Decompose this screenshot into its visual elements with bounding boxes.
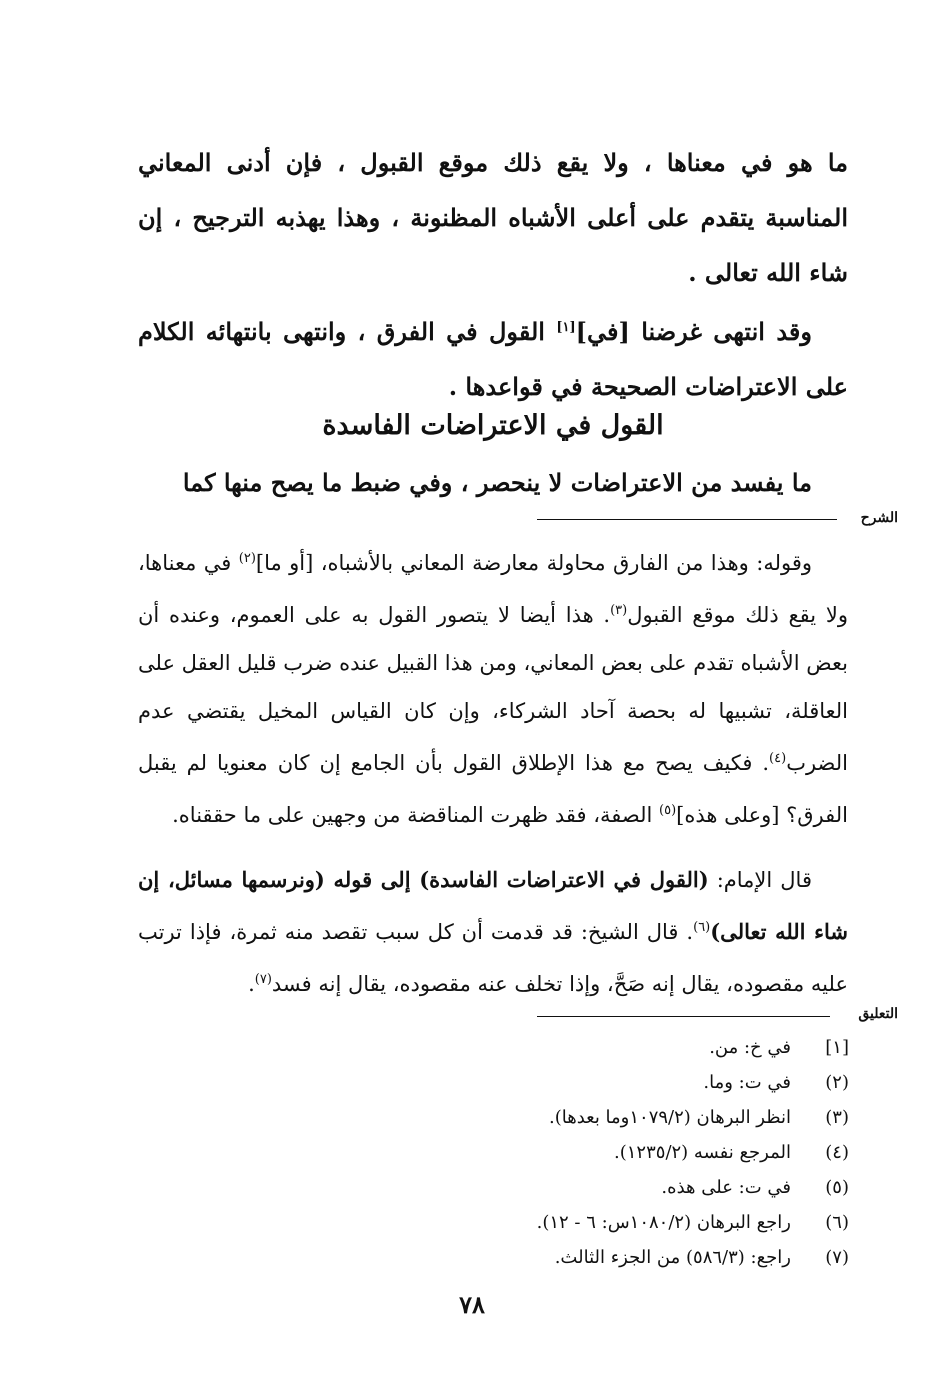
commentary-1-part-b: في معناها، ولا يقع ذلك موقع القبول — [138, 551, 848, 627]
footnote-number: (٢) — [825, 1072, 849, 1093]
commentary-2-part-b: . قال الشيخ: قد قدمت أن كل سبب تقصد منه ثمرة، فإذا ترتب عليه مقصوده، يقال إنه صَحَّ، وإذا تخلف عنه مقصوده، يقال إنه فسد — [138, 920, 848, 996]
footnote-text: في ت: وما. — [703, 1072, 791, 1093]
commentary-paragraph-2 — [138, 856, 848, 1008]
commentary-1-part-e: الصفة، فقد ظهرت المناقضة من وجهين على ما حققناه. — [172, 803, 659, 827]
commentary-label: الشرح — [860, 510, 898, 526]
footnotes-list — [289, 1030, 849, 1275]
main-text-paragraph-1-text: ما هو في معناها ، ولا يقع ذلك موقع القبول ، فإن أدنى المعاني المناسبة يتقدم على أعلى الأشباه المظنونة ، وهذا يهذبه الترجيح ، إن شاء الله تعالى . — [138, 148, 848, 287]
notes-divider — [537, 1016, 830, 1017]
footnote-number: (٧) — [825, 1247, 849, 1268]
commentary-1-part-c: . هذا أيضا لا يتصور القول به على العموم، وعنده أن بعض الأشباه تقدم على بعض المعاني، ومن هذا القبيل عنده ضرب قليل العقل على العاقلة، تشبيها له بحصة آحاد الشركاء، وإن كان القياس المخيل يقتضي عدم الضرب — [138, 603, 848, 775]
footnote-text: المرجع نفسه (١٢٣٥/٢). — [614, 1142, 791, 1163]
footnote-item — [289, 1065, 849, 1100]
footnote-ref-4: (٤) — [769, 751, 787, 766]
notes-label: التعليق — [858, 1006, 898, 1022]
footnote-number: (٣) — [825, 1107, 849, 1128]
commentary-divider — [537, 519, 837, 520]
footnote-number: (٤) — [825, 1142, 849, 1163]
main-text-paragraph-1 — [138, 135, 848, 300]
commentary-1-part-a: وقوله: وهذا من الفارق محاولة معارضة المعاني بالأشباه، [أو ما] — [255, 551, 812, 575]
commentary-paragraph-1 — [138, 535, 848, 839]
footnote-ref-5: (٥) — [659, 803, 677, 818]
footnote-text: راجع: (٥٨٦/٣) من الجزء الثالث. — [554, 1247, 791, 1268]
footnote-item — [289, 1100, 849, 1135]
footnote-ref-1: [١] — [556, 320, 576, 335]
footnote-text: في خ: من. — [709, 1037, 791, 1058]
footnote-item — [289, 1170, 849, 1205]
section-heading: القول في الاعتراضات الفاسدة — [322, 410, 664, 441]
footnote-number: (٦) — [825, 1212, 849, 1233]
footnote-ref-7: (٧) — [254, 972, 272, 987]
commentary-2-part-c: . — [248, 972, 255, 996]
footnote-ref-2: (٢) — [238, 551, 256, 566]
main-text-line-text: ما يفسد من الاعتراضات لا ينحصر ، وفي ضبط ما يصح منها كما — [182, 468, 812, 497]
footnote-number: (٥) — [825, 1177, 849, 1198]
main-text-paragraph-2-part-b: القول في الفرق ، وانتهى بانتهائه الكلام على الاعتراضات الصحيحة في قواعدها . — [138, 317, 848, 401]
main-text-paragraph-2 — [138, 300, 848, 414]
commentary-2-part-a: قال الإمام: — [708, 868, 812, 892]
footnote-text: انظر البرهان (١٠٧٩/٢وما بعدها). — [548, 1107, 791, 1128]
footnote-item — [289, 1205, 849, 1240]
footnote-item — [289, 1240, 849, 1275]
footnote-ref-3: (٣) — [610, 603, 628, 618]
commentary-2-quote: (القول في الاعتراضات الفاسدة) إلى قوله (ونرسمها مسائل، إن شاء الله تعالى) — [138, 867, 848, 944]
commentary-1-part-d: . فكيف يصح مع هذا الإطلاق القول بأن الجامع إن كان معنويا لم يقبل الفرق؟ [وعلى هذه] — [138, 751, 848, 827]
footnote-text: راجع البرهان (١٠٨٠/٢س: ٦ - ١٢). — [536, 1212, 791, 1233]
main-text-line — [138, 460, 848, 505]
footnote-item — [289, 1135, 849, 1170]
main-text-paragraph-2-part-a: وقد انتهى غرضنا [في] — [575, 317, 812, 346]
footnote-item — [289, 1030, 849, 1065]
footnote-text: في ت: على هذه. — [661, 1177, 791, 1198]
footnote-number: [١] — [825, 1037, 849, 1058]
footnote-ref-6: (٦) — [693, 920, 711, 935]
page-number: ٧٨ — [459, 1290, 485, 1319]
